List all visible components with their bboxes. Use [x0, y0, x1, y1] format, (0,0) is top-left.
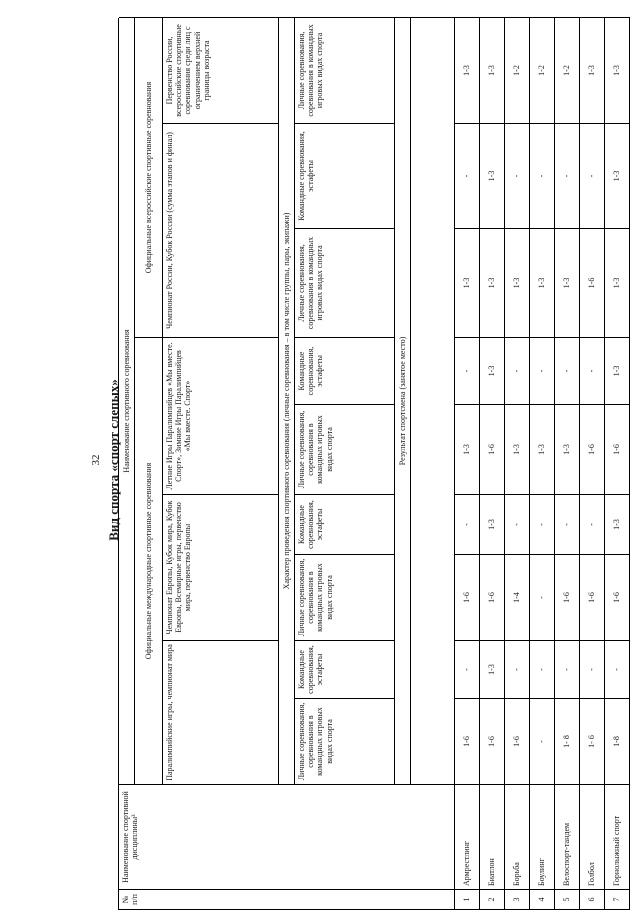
- row-num: 5: [555, 889, 580, 909]
- result-cell: 1-3: [580, 17, 605, 123]
- group-russia-championship: Чемпионат России, Кубок России (сумма этапов и финал): [163, 123, 279, 337]
- header-num: № п/п: [119, 889, 455, 909]
- result-cell: 1-3: [455, 404, 480, 494]
- result-cell: 1-3: [480, 494, 505, 554]
- result-cell: 1-6: [605, 554, 630, 640]
- sub-team-4: Командные соревнования, эстафеты: [295, 123, 395, 228]
- result-cell: -: [605, 640, 630, 698]
- result-cell: 1-3: [605, 494, 630, 554]
- result-cell: 1-8: [605, 698, 630, 784]
- result-cell: 1-3: [480, 17, 505, 123]
- result-cell: -: [455, 640, 480, 698]
- row-num: 7: [605, 889, 630, 909]
- result-cell: 1-3: [555, 404, 580, 494]
- discipline-name: Голбол: [580, 784, 605, 889]
- discipline-name: Велоспорт-тандем: [555, 784, 580, 889]
- discipline-name: Боулинг: [530, 784, 555, 889]
- result-cell: -: [455, 494, 480, 554]
- result-cell: -: [580, 123, 605, 228]
- sub-personal-4: Личные соревнования, соревнования в командных игровых видах спорта: [295, 228, 395, 337]
- header-discipline: Наименование спортивной дисциплины³: [119, 784, 455, 889]
- result-cell: 1-2: [505, 17, 530, 123]
- result-cell: 1-2: [555, 17, 580, 123]
- sub-personal-5: Личные соревнования, соревнования в командных игровых видах спорта: [295, 17, 395, 123]
- row-num: 6: [580, 889, 605, 909]
- result-cell: 1-3: [505, 228, 530, 337]
- row-num: 2: [480, 889, 505, 909]
- header-result: Результат спортсмена (занятое место): [395, 17, 411, 784]
- result-cell: 1-3: [480, 123, 505, 228]
- result-cell: 1- 6: [580, 698, 605, 784]
- discipline-name: Борьба: [505, 784, 530, 889]
- result-cell: 1- 8: [555, 698, 580, 784]
- result-cell: 1-6: [555, 554, 580, 640]
- result-cell: 1-6: [455, 698, 480, 784]
- header-blank-row: [411, 17, 455, 784]
- result-cell: -: [555, 494, 580, 554]
- result-cell: -: [530, 554, 555, 640]
- result-cell: -: [505, 123, 530, 228]
- sub-personal-2: Личные соревнования, соревнования в командных игровых видах спорта: [295, 554, 395, 640]
- result-cell: 1-3: [605, 228, 630, 337]
- sub-team-3: Командные соревнования, эстафеты: [295, 337, 395, 404]
- result-cell: -: [580, 640, 605, 698]
- row-num: 3: [505, 889, 530, 909]
- result-cell: 1-3: [480, 337, 505, 404]
- result-cell: 1-6: [480, 554, 505, 640]
- result-cell: 1-3: [555, 228, 580, 337]
- result-cell: -: [455, 337, 480, 404]
- result-cell: 1-6: [580, 554, 605, 640]
- result-cell: 1-2: [530, 17, 555, 123]
- result-cell: -: [455, 123, 480, 228]
- result-cell: -: [530, 494, 555, 554]
- result-cell: -: [505, 640, 530, 698]
- discipline-name: Горнолыжный спорт: [605, 784, 630, 889]
- result-cell: -: [530, 640, 555, 698]
- group-paralympians-games: Летние Игры Паралимпийцев «Мы вместе. Спорт», Зимние Игры Паралимпийцев «Мы вместе. Спорт»: [163, 337, 279, 494]
- result-cell: -: [580, 337, 605, 404]
- result-cell: 1-6: [455, 554, 480, 640]
- header-character: Характер проведения спортивного соревнования (личные соревнования – в том числе группы, пары, экипажи): [279, 17, 295, 784]
- result-cell: 1-3: [480, 640, 505, 698]
- result-cell: 1-3: [505, 404, 530, 494]
- result-cell: 1-6: [480, 698, 505, 784]
- header-international: Официальные международные спортивные соревнования: [135, 337, 163, 784]
- result-cell: 1-3: [455, 228, 480, 337]
- page-number: 32: [90, 454, 102, 466]
- row-num: 4: [530, 889, 555, 909]
- result-cell: -: [505, 494, 530, 554]
- result-cell: 1-4: [505, 554, 530, 640]
- result-cell: 1-3: [605, 17, 630, 123]
- result-cell: 1-6: [580, 404, 605, 494]
- result-cell: 1-6: [480, 404, 505, 494]
- sub-personal-1: Личные соревнования, соревнования в командных игровых видах спорта: [295, 698, 395, 784]
- sub-personal-3: Личные соревнования, соревнования в командных игровых видах спорта: [295, 404, 395, 494]
- result-cell: 1-3: [455, 17, 480, 123]
- result-cell: 1-6: [580, 228, 605, 337]
- result-cell: 1-3: [605, 337, 630, 404]
- result-cell: -: [530, 698, 555, 784]
- group-european: Чемпионат Европы, Кубок мира, Кубок Европы, Всемирные игры, первенство мира, первенство Европы: [163, 494, 279, 640]
- header-competition-name: Наименование спортивного соревнования: [119, 17, 135, 784]
- discipline-name: Биатлон: [480, 784, 505, 889]
- result-cell: 1-3: [605, 123, 630, 228]
- result-cell: -: [580, 494, 605, 554]
- result-cell: 1-3: [530, 228, 555, 337]
- result-cell: -: [530, 123, 555, 228]
- sport-table: [118, 18, 630, 910]
- sub-team-1: Командные соревнования, эстафеты: [295, 640, 395, 698]
- page-title: Вид спорта «спорт слепых»: [106, 379, 121, 541]
- discipline-name: Армрестлинг: [455, 784, 480, 889]
- result-cell: -: [555, 640, 580, 698]
- header-all-russian: Официальные всероссийские спортивные соревнования: [135, 17, 163, 337]
- result-cell: -: [530, 337, 555, 404]
- result-cell: 1-6: [605, 404, 630, 494]
- row-num: 1: [455, 889, 480, 909]
- group-paralympics: Паралимпийские игры, чемпионат мира: [163, 640, 279, 784]
- result-cell: -: [555, 123, 580, 228]
- result-cell: 1-6: [505, 698, 530, 784]
- group-russia-youth: Первенство России, всероссийские спортивные соревнования среди лиц с ограничением верхней границы возраста: [163, 17, 279, 123]
- result-cell: 1-3: [480, 228, 505, 337]
- result-cell: -: [505, 337, 530, 404]
- result-cell: -: [555, 337, 580, 404]
- sub-team-2: Командные соревнования, эстафеты: [295, 494, 395, 554]
- result-cell: 1-3: [530, 404, 555, 494]
